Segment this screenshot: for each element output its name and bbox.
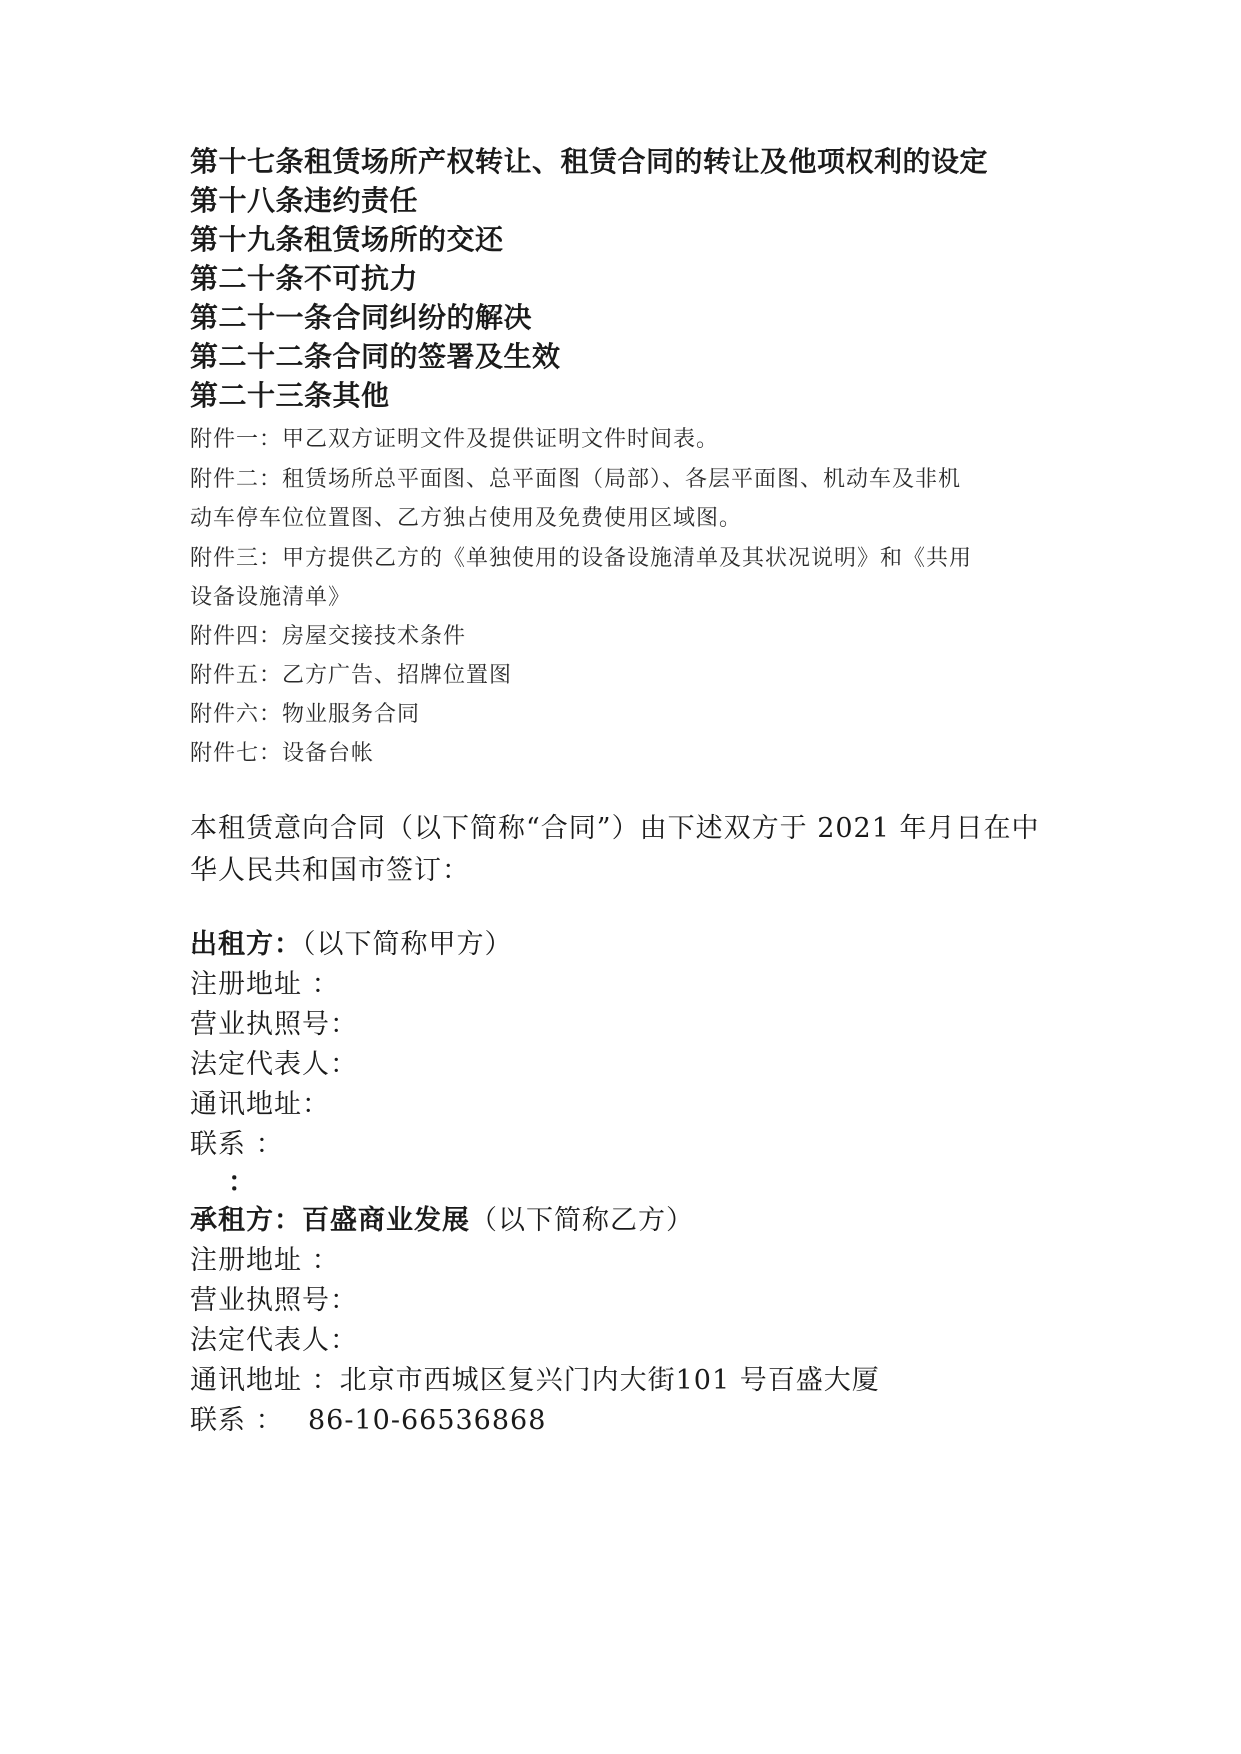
lessor-contact	[190, 1122, 284, 1161]
article-23-heading: 第二十三条其他	[190, 379, 390, 412]
attachment-2-line-2: 动车停车位位置图、乙方独占使用及免费使用区域图。	[190, 506, 743, 531]
attachment-6: 附件六：物业服务合同	[190, 702, 421, 727]
lessor-colon-line: ：	[228, 1167, 256, 1198]
attachment-1: 附件一：甲乙双方证明文件及提供证明文件时间表。	[190, 427, 720, 452]
article-22-heading: 第二十二条合同的签署及生效	[190, 340, 561, 373]
attachment-2-line-1: 附件二：租赁场所总平面图、总平面图（局部）、各层平面图、机动车及非机	[190, 467, 962, 492]
attachment-4: 附件四：房屋交接技术条件	[190, 624, 467, 649]
lessor-mail-address: 通讯地址：	[190, 1089, 330, 1120]
article-20-heading: 第二十条不可抗力	[190, 262, 419, 295]
lessee-contact-value: 86-10-66536868	[308, 1405, 547, 1436]
lessee-reg-address: 注册地址 ：	[190, 1245, 340, 1276]
lessor-reg-address: 注册地址 ：	[190, 969, 340, 1000]
lessor-legal-rep: 法定代表人：	[190, 1049, 358, 1080]
article-17-heading: 第十七条租赁场所产权转让、租赁合同的转让及他项权利的设定	[190, 145, 989, 178]
lessor-license-no: 营业执照号：	[190, 1009, 358, 1040]
lessee-mail-address-label: 通讯地址 ：	[190, 1365, 340, 1396]
intro-line-1: 本租赁意向合同（以下简称“合同”）由下述双方于 2021 年月日在中	[190, 813, 1040, 844]
lessee-mail-address	[190, 1358, 880, 1397]
lessee-heading	[190, 1198, 694, 1237]
lessor-note: （以下简称甲方）	[302, 929, 513, 960]
lessee-contact-label: 联系 ：	[190, 1405, 284, 1436]
attachment-7: 附件七：设备台帐	[190, 741, 375, 766]
lessor-title: 出租方：	[190, 929, 302, 960]
lessee-title: 承租方：百盛商业发展	[190, 1205, 470, 1236]
article-18-heading: 第十八条违约责任	[190, 184, 419, 217]
lessee-legal-rep: 法定代表人：	[190, 1325, 358, 1356]
lessee-mail-address-value: 北京市西城区复兴门内大街101 号百盛大厦	[339, 1365, 880, 1396]
lessee-license-no: 营业执照号：	[190, 1285, 358, 1316]
lessee-contact	[190, 1398, 546, 1437]
attachment-3-line-2: 设备设施清单》	[190, 585, 352, 610]
lessor-heading	[190, 922, 513, 961]
intro-line-2: 华人民共和国市签订：	[190, 855, 470, 886]
attachment-5: 附件五：乙方广告、招牌位置图	[190, 663, 513, 688]
lessor-contact-label: 联系 ：	[190, 1129, 284, 1160]
article-21-heading: 第二十一条合同纠纷的解决	[190, 301, 533, 334]
lessee-note: （以下简称乙方）	[470, 1205, 694, 1236]
attachment-3-line-1: 附件三：甲方提供乙方的《单独使用的设备设施清单及其状况说明》和《共用	[190, 546, 973, 571]
article-19-heading: 第十九条租赁场所的交还	[190, 223, 504, 256]
